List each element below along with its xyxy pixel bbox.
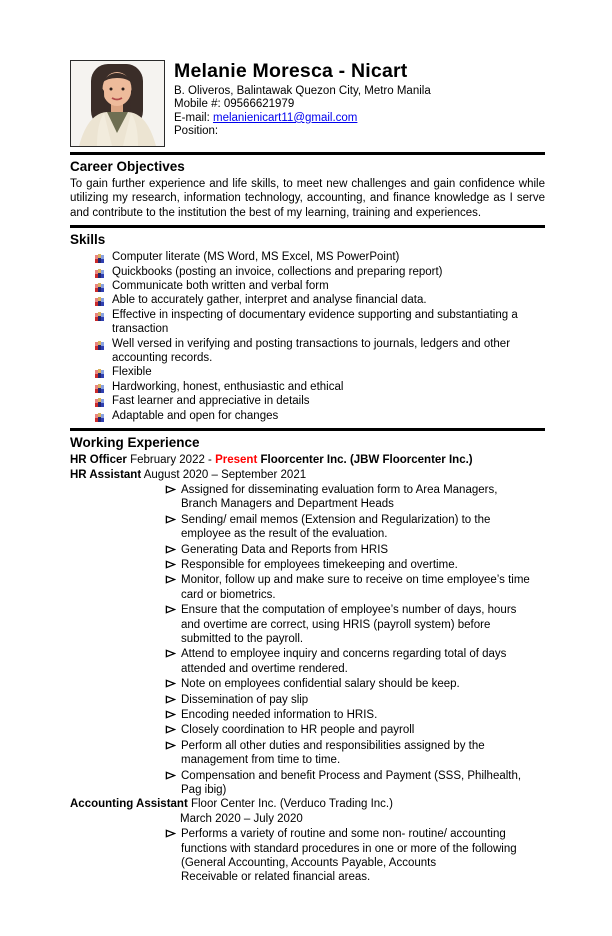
mobile-line: Mobile #: 09566621979 bbox=[174, 98, 295, 111]
colored-square-bullet-icon bbox=[95, 268, 104, 277]
arrow-bullet-icon bbox=[165, 724, 176, 739]
duty-item: Compensation and benefit Process and Payment (SSS, Philhealth, Pag ibig) bbox=[165, 769, 533, 798]
colored-square-bullet-icon bbox=[95, 253, 104, 262]
job-period-present: Present bbox=[215, 454, 258, 467]
arrow-bullet-icon bbox=[165, 678, 176, 693]
skill-item: Computer literate (MS Word, MS Excel, MS PowerPoint) bbox=[95, 250, 545, 264]
duty-item: Dissemination of pay slip bbox=[165, 693, 533, 707]
skill-item: Fast learner and appreciative in details bbox=[95, 394, 545, 408]
job-title: Accounting Assistant bbox=[70, 798, 188, 811]
skills-section bbox=[70, 232, 545, 423]
section-divider bbox=[70, 225, 545, 228]
duty-item: Sending/ email memos (Extension and Regularization) to the employee as the result of the evaluation. bbox=[165, 513, 533, 542]
colored-square-bullet-icon bbox=[95, 397, 104, 406]
skill-item: Flexible bbox=[95, 365, 545, 379]
job-title: HR Assistant bbox=[70, 468, 142, 481]
duty-item: Generating Data and Reports from HRIS bbox=[165, 543, 533, 557]
arrow-bullet-icon bbox=[165, 484, 176, 499]
career-objectives-heading: Career Objectives bbox=[70, 159, 185, 174]
arrow-bullet-icon bbox=[165, 694, 176, 709]
arrow-bullet-icon bbox=[165, 514, 176, 529]
duty-item: Perform all other duties and responsibilities assigned by the management from time to time. bbox=[165, 739, 533, 768]
duty-item: Assigned for disseminating evaluation form to Area Managers, Branch Managers and Department Heads bbox=[165, 483, 533, 512]
duty-item: Closely coordination to HR people and payroll bbox=[165, 723, 533, 737]
arrow-bullet-icon bbox=[165, 574, 176, 589]
hr-duty-list bbox=[70, 483, 545, 798]
job-period: March 2020 – July 2020 bbox=[180, 812, 303, 825]
skills-list bbox=[70, 250, 545, 423]
job-company: Floor Center Inc. (Verduco Trading Inc.) bbox=[187, 798, 393, 811]
duty-item: Monitor, follow up and make sure to receive on time employee’s time card or biometrics. bbox=[165, 573, 533, 602]
position-line: Position: bbox=[174, 125, 219, 138]
colored-square-bullet-icon bbox=[95, 282, 104, 291]
portrait-illustration bbox=[71, 61, 164, 146]
arrow-bullet-icon bbox=[165, 770, 176, 785]
job-hr-assistant bbox=[70, 468, 545, 482]
job-accounting-assistant bbox=[70, 797, 545, 811]
duty-item: Performs a variety of routine and some non- routine/ accounting functions with standard procedures in one or more of the following (General Accounting, Accounts Payable, Accounts Receivable or related financial areas. bbox=[165, 827, 533, 885]
colored-square-bullet-icon bbox=[95, 383, 104, 392]
job-period: August 2020 – September 2021 bbox=[141, 468, 307, 481]
skill-item: Able to accurately gather, interpret and analyse financial data. bbox=[95, 293, 545, 307]
section-divider bbox=[70, 152, 545, 155]
accounting-duty-list bbox=[70, 827, 545, 885]
candidate-name: Melanie Moresca - Nicart bbox=[174, 60, 408, 82]
career-objectives-section bbox=[70, 159, 545, 220]
colored-square-bullet-icon bbox=[95, 311, 104, 320]
duty-item: Attend to employee inquiry and concerns regarding total of days attended and overtime rendered. bbox=[165, 647, 533, 676]
profile-photo bbox=[70, 60, 165, 147]
arrow-bullet-icon bbox=[165, 559, 176, 574]
working-experience-section bbox=[70, 435, 545, 885]
working-experience-heading: Working Experience bbox=[70, 435, 200, 451]
job-hr-officer bbox=[70, 453, 545, 467]
duty-item: Encoding needed information to HRIS. bbox=[165, 708, 533, 722]
skill-item: Well versed in verifying and posting transactions to journals, ledgers and other accounting records. bbox=[95, 337, 545, 366]
colored-square-bullet-icon bbox=[95, 368, 104, 377]
duty-item: Note on employees confidential salary should be keep. bbox=[165, 677, 533, 691]
colored-square-bullet-icon bbox=[95, 412, 104, 421]
skill-item: Communicate both written and verbal form bbox=[95, 279, 545, 293]
arrow-bullet-icon bbox=[165, 648, 176, 663]
job-period: February 2022 - bbox=[126, 454, 216, 467]
email-line bbox=[174, 112, 431, 125]
arrow-bullet-icon bbox=[165, 740, 176, 755]
skill-item: Effective in inspecting of documentary evidence supporting and substantiating a transaction bbox=[95, 308, 545, 337]
section-divider bbox=[70, 428, 545, 431]
duty-item: Ensure that the computation of employee’s number of days, hours and overtime are correct, using HRIS (payroll system) before submitted to the payroll. bbox=[165, 603, 533, 646]
job-title: HR Officer bbox=[70, 454, 127, 467]
header-text bbox=[165, 60, 431, 139]
arrow-bullet-icon bbox=[165, 828, 176, 843]
email-link[interactable]: melanienicart11@gmail.com bbox=[212, 111, 358, 124]
colored-square-bullet-icon bbox=[95, 340, 104, 349]
job-company: Floorcenter Inc. (JBW Floorcenter Inc.) bbox=[257, 454, 473, 467]
skill-item: Quickbooks (posting an invoice, collections and preparing report) bbox=[95, 265, 545, 279]
email-label: E-mail: bbox=[174, 111, 213, 124]
address-line: B. Oliveros, Balintawak Quezon City, Metro Manila bbox=[174, 85, 431, 97]
duty-item: Responsible for employees timekeeping and overtime. bbox=[165, 558, 533, 572]
skill-item: Adaptable and open for changes bbox=[95, 409, 545, 423]
skill-item: Hardworking, honest, enthusiastic and ethical bbox=[95, 380, 545, 394]
career-objectives-body: To gain further experience and life skills, to meet new challenges and gain confidence while utilizing my research, information technology, accounting, and finance knowledge as I serve and contribute to the institution the best of my learning, training and experiences. bbox=[70, 178, 545, 219]
resume-header bbox=[70, 60, 545, 147]
colored-square-bullet-icon bbox=[95, 296, 104, 305]
arrow-bullet-icon bbox=[165, 604, 176, 619]
arrow-bullet-icon bbox=[165, 544, 176, 559]
skills-heading: Skills bbox=[70, 232, 106, 248]
arrow-bullet-icon bbox=[165, 709, 176, 724]
